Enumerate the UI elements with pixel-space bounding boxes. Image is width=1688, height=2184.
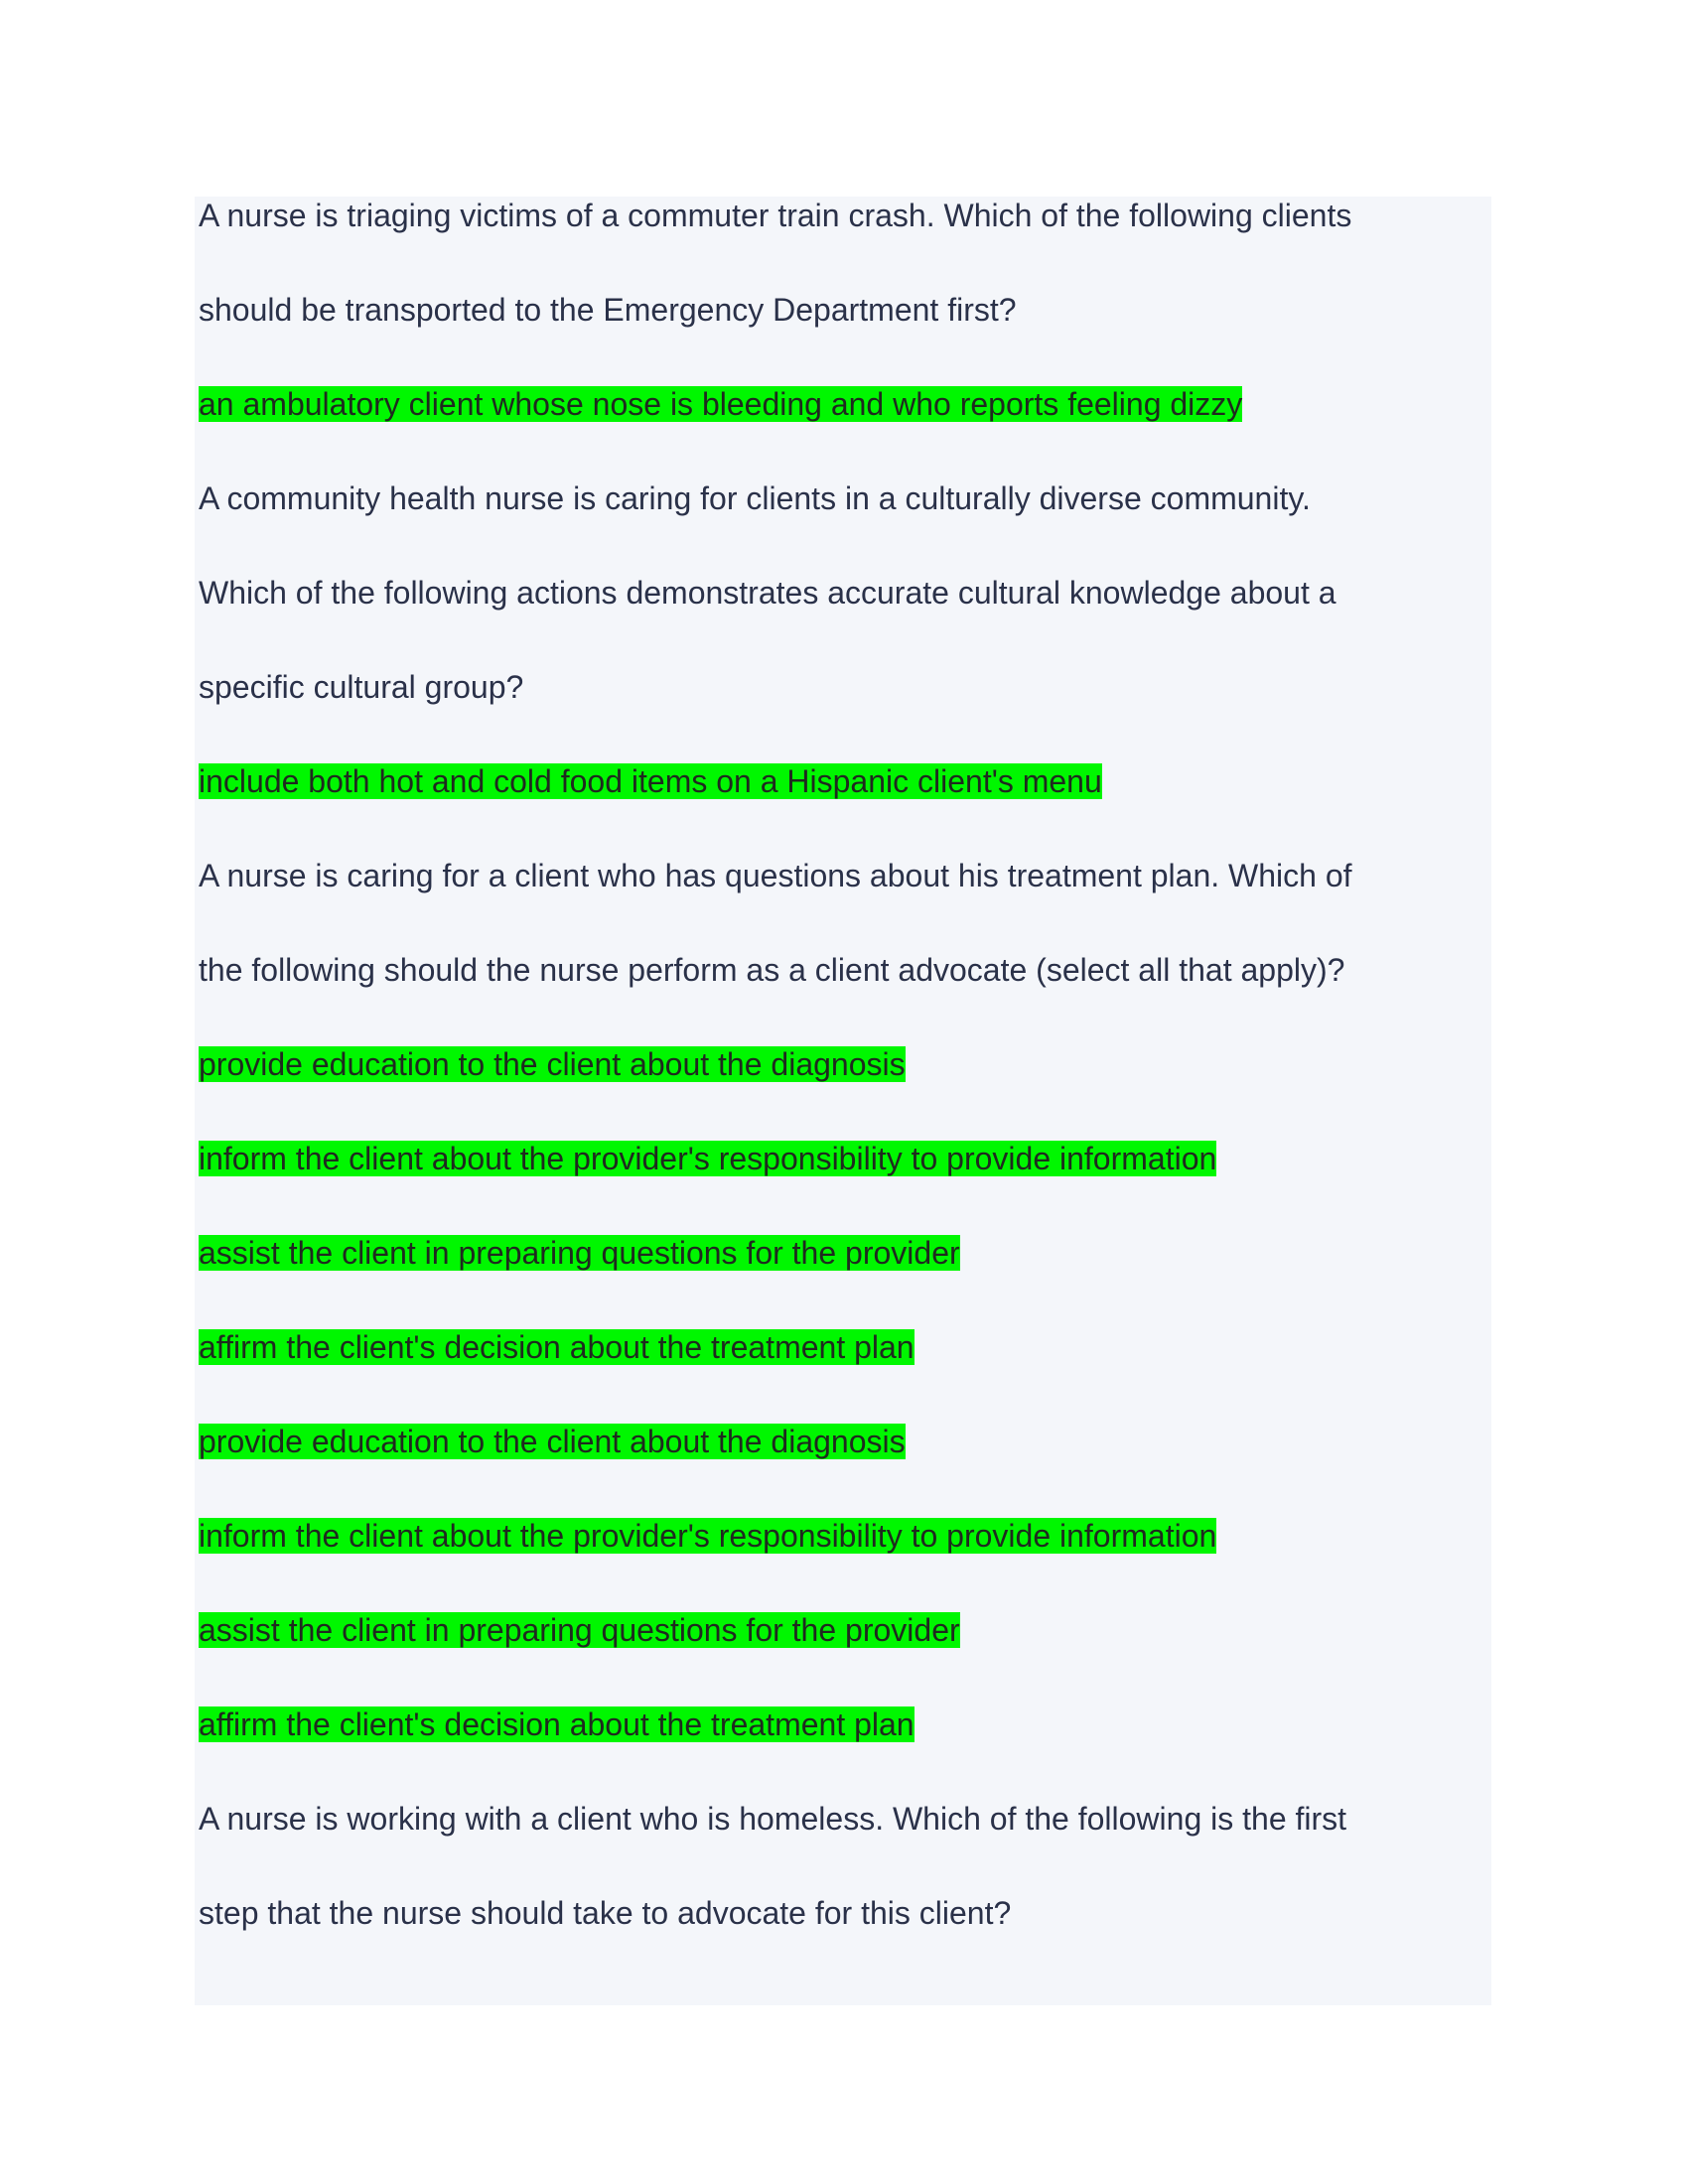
answer-line-3 bbox=[199, 1045, 906, 1083]
question-line-3 bbox=[199, 479, 1311, 517]
question-line-8 bbox=[199, 1800, 1346, 1838]
question-line-5 bbox=[199, 668, 523, 706]
highlighted-answer: assist the client in preparing questions for the provider bbox=[199, 1612, 960, 1648]
answer-line-8 bbox=[199, 1517, 1216, 1555]
question-line-7 bbox=[199, 951, 1344, 989]
line-text: Which of the following actions demonstrates accurate cultural knowledge about a bbox=[199, 575, 1336, 611]
line-text: A nurse is caring for a client who has questions about his treatment plan. Which of bbox=[199, 858, 1352, 893]
answer-line-2 bbox=[199, 762, 1102, 800]
highlighted-answer: include both hot and cold food items on a Hispanic client's menu bbox=[199, 763, 1102, 799]
line-text: A nurse is working with a client who is homeless. Which of the following is the first bbox=[199, 1801, 1347, 1837]
question-line-6 bbox=[199, 857, 1352, 894]
highlighted-answer: affirm the client's decision about the treatment plan bbox=[199, 1329, 914, 1365]
highlighted-answer: inform the client about the provider's responsibility to provide information bbox=[199, 1141, 1217, 1176]
answer-line-6 bbox=[199, 1328, 914, 1366]
highlighted-answer: assist the client in preparing questions for the provider bbox=[199, 1235, 960, 1271]
answer-line-5 bbox=[199, 1234, 960, 1272]
line-text: should be transported to the Emergency Department first? bbox=[199, 292, 1017, 328]
answer-line-9 bbox=[199, 1611, 960, 1649]
answer-line-10 bbox=[199, 1706, 914, 1743]
line-text: the following should the nurse perform as a client advocate (select all that apply)? bbox=[199, 952, 1345, 988]
highlighted-answer: an ambulatory client whose nose is bleeding and who reports feeling dizzy bbox=[199, 386, 1243, 422]
line-text: specific cultural group? bbox=[199, 669, 524, 705]
highlighted-answer: inform the client about the provider's responsibility to provide information bbox=[199, 1518, 1217, 1554]
question-line-2 bbox=[199, 291, 1017, 329]
highlighted-answer: affirm the client's decision about the treatment plan bbox=[199, 1706, 914, 1742]
answer-line-4 bbox=[199, 1140, 1216, 1177]
highlighted-answer: provide education to the client about the diagnosis bbox=[199, 1424, 906, 1459]
line-text: A nurse is triaging victims of a commuter train crash. Which of the following clients bbox=[199, 198, 1352, 233]
question-line-9 bbox=[199, 1894, 1011, 1932]
line-text: step that the nurse should take to advocate for this client? bbox=[199, 1895, 1012, 1931]
answer-line-7 bbox=[199, 1423, 906, 1460]
answer-line-1 bbox=[199, 385, 1242, 423]
question-line-1 bbox=[199, 197, 1351, 234]
line-text: A community health nurse is caring for clients in a culturally diverse community. bbox=[199, 480, 1311, 516]
question-line-4 bbox=[199, 574, 1336, 612]
highlighted-answer: provide education to the client about the diagnosis bbox=[199, 1046, 906, 1082]
